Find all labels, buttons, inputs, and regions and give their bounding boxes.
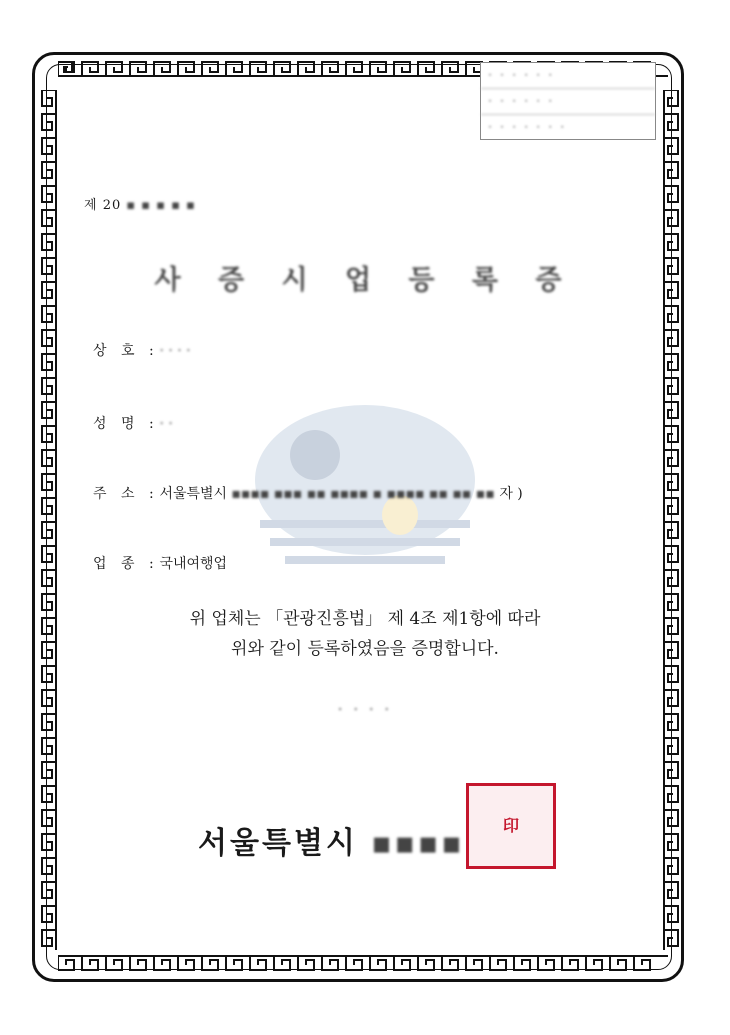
name-field (93, 413, 173, 433)
issue-date: · · · · (337, 700, 393, 718)
info-row-2: · · · · · · (481, 89, 655, 115)
address-label: 주 소 : (93, 486, 159, 502)
trade-name-field (93, 340, 191, 360)
address-redacted: ▪▪▪▪ ▪▪▪ ▪▪ ▪▪▪▪ ▪ ▪▪▪▪ ▪▪ ▪▪ ▪▪ (231, 486, 495, 502)
right-meander-border (660, 90, 682, 950)
bottom-meander-border (58, 952, 668, 974)
address-value: 서울특별시 (159, 486, 228, 502)
left-meander-border (38, 90, 60, 950)
certificate-title: 사 증 시 업 등 록 증 (154, 265, 576, 296)
statement-line-2: 위와 같이 등록하였음을 증명합니다. (231, 639, 499, 659)
name-value: · · (159, 416, 173, 432)
trade-name-label: 상 호 : (93, 343, 159, 359)
registration-number: 제 20 ▪ ▪ ▪ ▪ ▪ (84, 198, 196, 213)
info-row-3: · · · · · · · (487, 122, 566, 133)
certification-statement (0, 604, 730, 664)
official-seal: 印 (466, 783, 556, 869)
trade-name-value: · · · · (159, 343, 191, 359)
name-label: 성 명 : (93, 416, 159, 432)
registration-number-redacted: ▪ ▪ ▪ ▪ ▪ (121, 198, 196, 213)
address-tail: 자 ) (499, 486, 523, 502)
business-type-field (93, 553, 227, 573)
address-field (93, 483, 523, 503)
business-type-value: 국내여행업 (159, 556, 228, 572)
statement-line-1: 위 업체는 「관광진흥법」 제 4조 제1항에 따라 (189, 609, 541, 629)
issuer-redacted: ▪▪▪▪ (357, 826, 465, 861)
business-type-label: 업 종 : (93, 556, 159, 572)
document-info-box (480, 62, 656, 140)
info-row-1: · · · · · · (481, 63, 655, 89)
issuer-name: 서울특별시 ▪▪▪▪ (198, 826, 465, 861)
